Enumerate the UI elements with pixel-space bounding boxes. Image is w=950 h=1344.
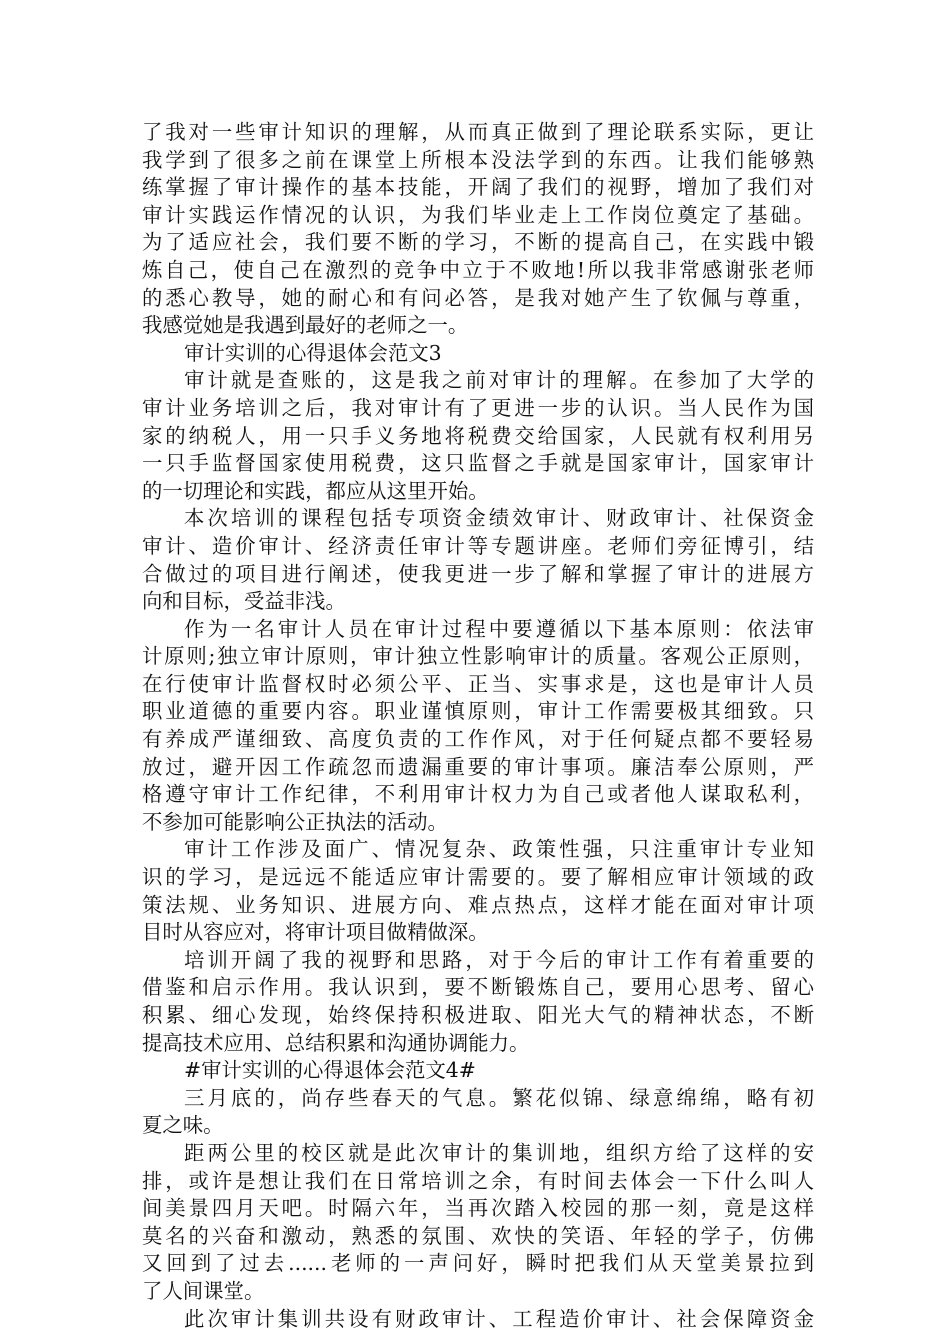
text-line: 在行使审计监督权时必须公平、正当、实事求是，这也是审计人员 [142,671,814,696]
text-line: 的悉心教导，她的耐心和有问必答，是我对她产生了钦佩与尊重， [142,285,814,310]
text-line: 了我对一些审计知识的理解，从而真正做到了理论联系实际，更让 [142,120,814,144]
text-line: 间美景四月天吧。时隔六年，当再次踏入校园的那一刻，竟是这样 [142,1196,814,1221]
text-line: 审计实训的心得退体会范文3 [184,340,442,365]
text-line: 职业道德的重要内容。职业谨慎原则，审计工作需要极其细致。只 [142,699,814,724]
text-line: 排，或许是想让我们在日常培训之余，有时间去体会一下什么叫人 [142,1168,814,1193]
text-line: 一只手监督国家使用税费，这只监督之手就是国家审计，国家审计 [142,451,814,476]
text-line: 格遵守审计工作纪律，不利用审计权力为自己或者他人谋取私利， [142,782,814,807]
text-line: 积累、细心发现，始终保持积极进取、阳光大气的精神状态，不断 [142,1003,814,1027]
text-line: 计原则;独立审计原则，审计独立性影响审计的质量。客观公正原则， [142,644,814,669]
text-line: 的一切理论和实践，都应从这里开始。 [142,478,489,503]
text-line: 提高技术应用、总结积累和沟通协调能力。 [142,1030,530,1055]
text-line: 策法规、业务知识、进展方向、难点热点，这样才能在面对审计项 [142,892,814,917]
text-line: 了人间课堂。 [142,1278,265,1303]
text-line: 合做过的项目进行阐述，使我更进一步了解和掌握了审计的进展方 [142,561,814,586]
text-line: 放过，避开因工作疏忽而遗漏重要的审计事项。廉洁奉公原则，严 [142,754,814,779]
text-line: 练掌握了审计操作的基本技能，开阔了我们的视野，增加了我们对 [142,175,814,200]
text-line: 夏之味。 [142,1113,224,1138]
text-line: 莫名的兴奋和激动，熟悉的氛围、欢快的笑语、年轻的学子，仿佛 [142,1223,814,1248]
text-line: 培训开阔了我的视野和思路，对于今后的审计工作有着重要的 [184,947,814,972]
text-line: 家的纳税人，用一只手义务地将税费交给国家，人民就有权利用另 [142,423,814,448]
text-line: 审计、造价审计、经济责任审计等专题讲座。老师们旁征博引，结 [142,533,814,558]
text-line: 有养成严谨细致、高度负责的工作作风，对于任何疑点都不要轻易 [142,727,814,752]
text-line: 为了适应社会，我们要不断的学习，不断的提高自己，在实践中锻 [142,230,814,255]
text-line: 我感觉她是我遇到最好的老师之一。 [142,313,469,338]
text-line: 距两公里的校区就是此次审计的集训地，组织方给了这样的安 [184,1140,814,1165]
text-line: 借鉴和启示作用。我认识到，要不断锻炼自己，要用心思考、留心 [142,975,814,1000]
text-line: 审计工作涉及面广、情况复杂、政策性强，只注重审计专业知 [184,837,814,862]
text-line: 此次审计集训共设有财政审计、工程造价审计、社会保障资金 [184,1306,814,1331]
text-line: 目时从容应对，将审计项目做精做深。 [142,920,489,945]
text-line: 审计就是查账的，这是我之前对审计的理解。在参加了大学的 [184,368,814,393]
text-line: #审计实训的心得退体会范文4# [184,1058,476,1083]
text-line: 三月底的，尚存些春天的气息。繁花似锦、绿意绵绵，略有初 [184,1085,814,1110]
text-line: 我学到了很多之前在课堂上所根本没法学到的东西。让我们能够熟 [142,147,814,172]
text-line: 本次培训的课程包括专项资金绩效审计、财政审计、社保资金 [184,506,814,531]
text-line: 不参加可能影响公正执法的活动。 [142,809,448,834]
text-line: 审计实践运作情况的认识，为我们毕业走上工作岗位奠定了基础。 [142,202,814,227]
text-line: 审计业务培训之后，我对审计有了更进一步的认识。当人民作为国 [142,395,814,420]
text-line: 作为一名审计人员在审计过程中要遵循以下基本原则：依法审 [184,616,814,641]
document-page [142,119,814,1333]
text-line: 向和目标，受益非浅。 [142,589,346,614]
text-line: 识的学习，是远远不能适应审计需要的。要了解相应审计领域的政 [142,865,814,890]
text-line: 炼自己，使自己在激烈的竞争中立于不败地!所以我非常感谢张老师 [142,257,814,282]
text-line: 又回到了过去......老师的一声问好，瞬时把我们从天堂美景拉到 [142,1251,814,1276]
